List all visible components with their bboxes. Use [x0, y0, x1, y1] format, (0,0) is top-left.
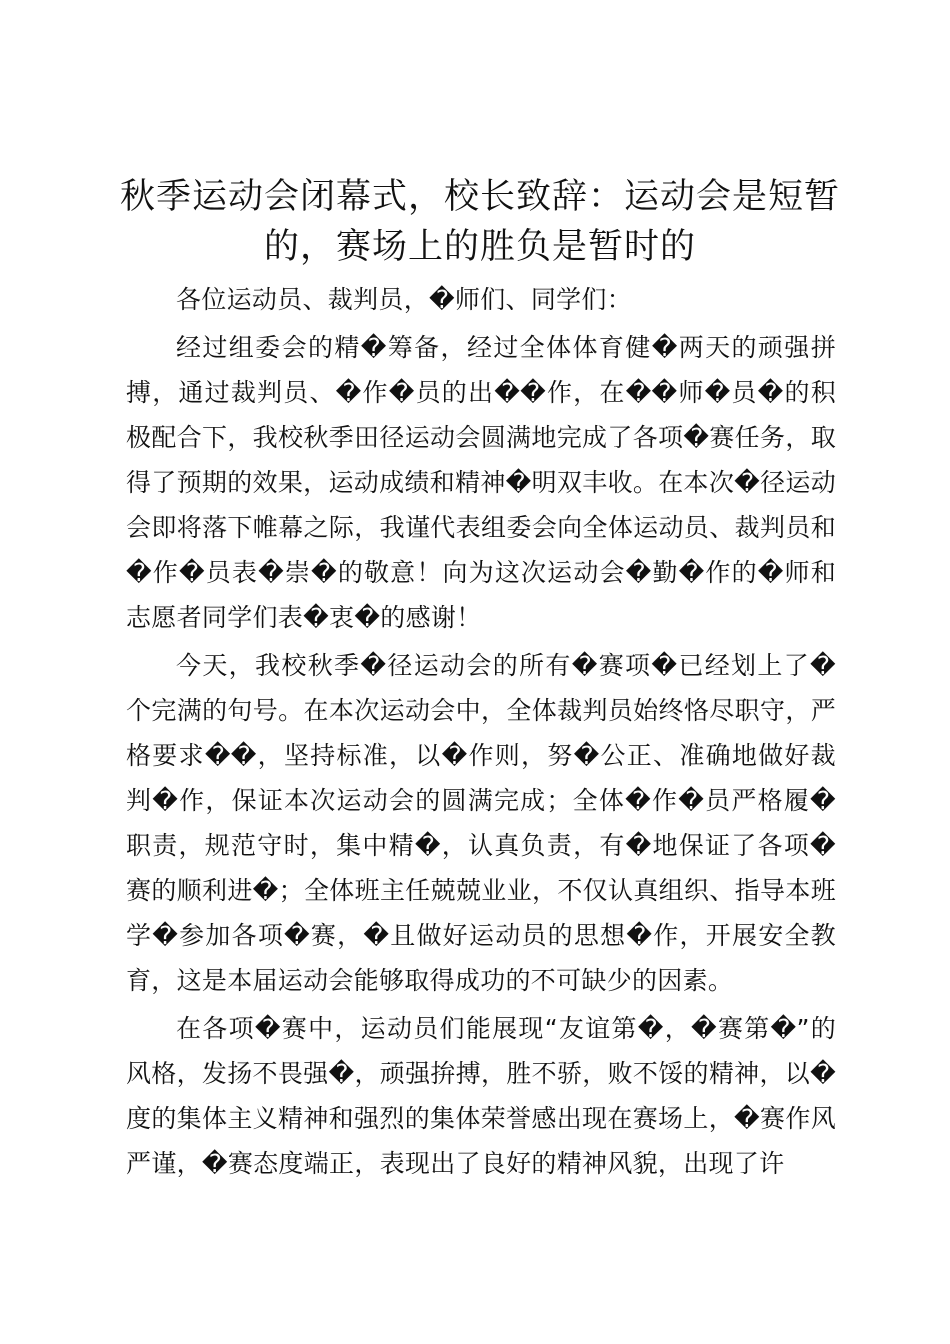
- paragraph: 今天，我校秋季�径运动会的所有�赛项�已经划上了�个完满的句号。在本次运动会中，全体裁判员始终恪尽职守，严格要求��，坚持标准，以�作则，努�公正、准确地做好裁判�作，保证本次运动会的圆满完成；全体�作�员严格履�职责，规范守时，集中精�，认真负责，有�地保证了各项�赛的顺利进�；全体班主任兢兢业业，不仅认真组织、指导本班学�参加各项�赛，�且做好运动员的思想�作，开展安全教育，这是本届运动会能够取得成功的不可缺少的因素。: [126, 651, 836, 995]
- document-title: 秋季运动会闭幕式，校长致辞：运动会是短暂的，赛场上的胜负是暂时的: [119, 177, 840, 267]
- paragraph: 在各项�赛中，运动员们能展现“友谊第�，�赛第�”的风格，发扬不畏强�，顽强拚搏，胜不骄，败不馁的精神，以�度的集体主义精神和强烈的集体荣誉感出现在赛场上，�赛作风严谨，�赛态度端正，表现出了良好的精神风貌，出现了许: [126, 1014, 836, 1178]
- document-body: [126, 277, 836, 1189]
- paragraph-salutation: 各位运动员、裁判员，�师们、同学们：: [176, 285, 633, 314]
- paragraph: 经过组委会的精�筹备，经过全体体育健�两天的顽强拼搏，通过裁判员、�作�员的出��作，在��师�员�的积极配合下，我校秋季田径运动会圆满地完成了各项�赛任务，取得了预期的效果，运动成绩和精神�明双丰收。在本次�径运动会即将落下帷幕之际，我谨代表组委会向全体运动员、裁判员和�作�员表�崇�的敬意！向为这次运动会�勤�作的�师和志愿者同学们表�衷�的感谢！: [126, 333, 836, 632]
